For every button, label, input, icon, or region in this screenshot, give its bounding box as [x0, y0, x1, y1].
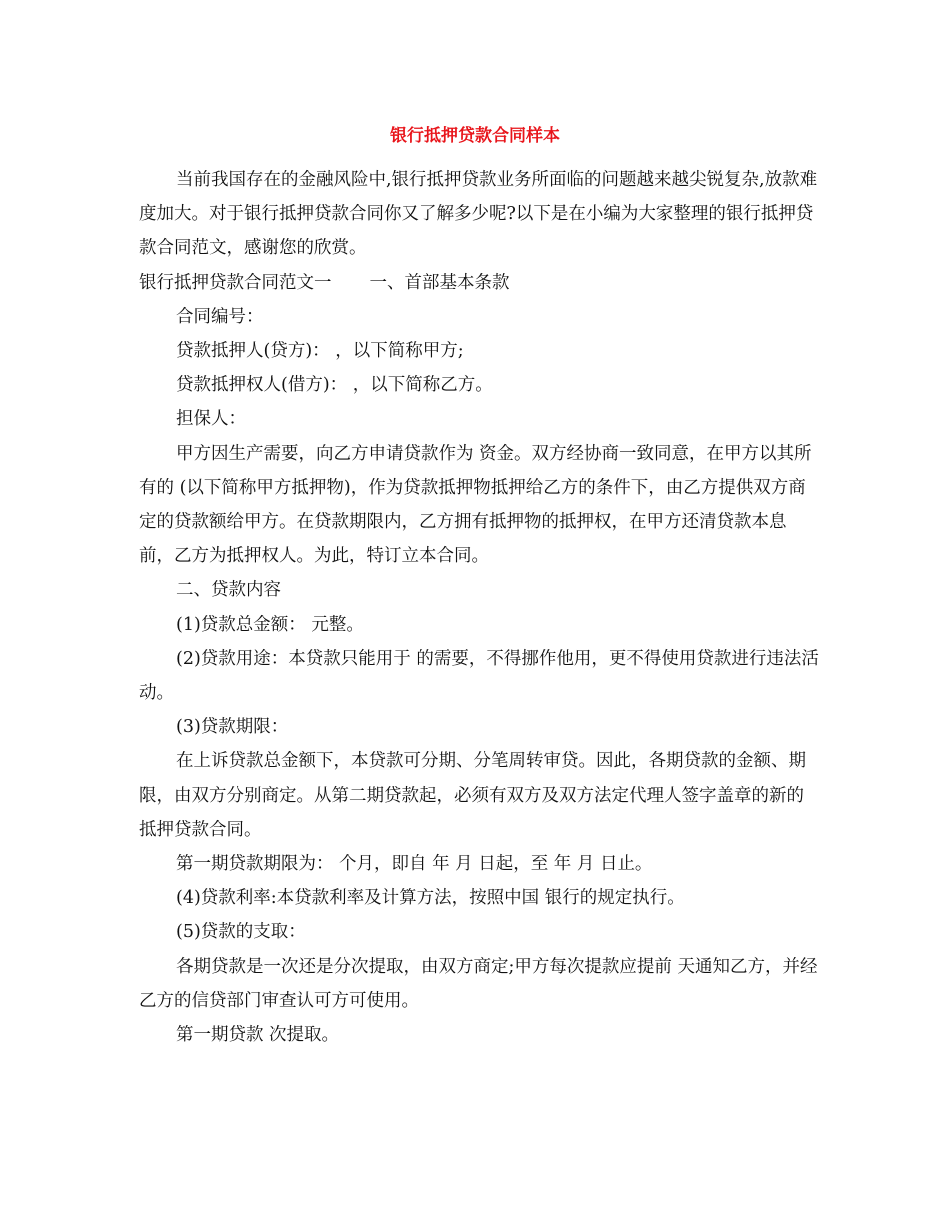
first-period-line: 第一期贷款期限为： 个月，即自 年 月 日起，至 年 月 日止。: [176, 854, 653, 875]
loan-term-paragraph: 在上诉贷款总金额下，本贷款可分期、分笔周转审贷。因此，各期贷款的金额、期限，由双方分别商定。从第二期贷款起，必须有双方及双方法定代理人签字盖章的新的抵押贷款合同。: [139, 751, 806, 840]
loan-use-paragraph: (2)贷款用途：本贷款只能用于 的需要，不得挪作他用，更不得使用贷款进行违法活动。: [139, 648, 819, 704]
document-title: 银行抵押贷款合同样本: [390, 126, 560, 146]
first-withdrawal-line: 第一期贷款 次提取。: [176, 1025, 340, 1046]
purpose-paragraph: 甲方因生产需要，向乙方申请贷款作为 资金。双方经协商一致同意，在甲方以其所有的 (以下简称甲方抵押物)，作为贷款抵押物抵押给乙方的条件下，由乙方提供双方商定的贷款额给甲方。在贷款期限内，乙方拥有抵押物的抵押权，在甲方还清贷款本息前，乙方为抵押权人。为此，特订立本合同。: [139, 443, 812, 567]
section-two-heading: 二、贷款内容: [176, 580, 281, 601]
mortgagee-line: 贷款抵押权人(借方)： ，以下简称乙方。: [176, 375, 493, 396]
withdrawal-paragraph: 各期贷款是一次还是分次提取，由双方商定;甲方每次提款应提前 天通知乙方，并经乙方的信贷部门审查认可方可使用。: [139, 956, 818, 1011]
guarantor-line: 担保人：: [176, 409, 246, 430]
section-one-heading: 一、首部基本条款: [369, 272, 510, 293]
interest-rate-line: (4)贷款利率:本贷款利率及计算方法，按照中国 银行的规定执行。: [176, 888, 685, 909]
loan-term-heading: (3)贷款期限：: [176, 717, 289, 738]
document-body: [139, 163, 819, 1052]
loan-amount-line: (1)贷款总金额： 元整。: [176, 614, 364, 635]
sample-heading: 银行抵押贷款合同范文一: [139, 272, 332, 293]
mortgagor-line: 贷款抵押人(贷方)： ，以下简称甲方;: [176, 341, 464, 362]
intro-paragraph: 当前我国存在的金融风险中,银行抵押贷款业务所面临的问题越来越尖锐复杂,放款难度加大。对于银行抵押贷款合同你又了解多少呢?以下是在小编为大家整理的银行抵押贷款合同范文，感谢您的欣赏。: [139, 170, 818, 259]
withdrawal-heading: (5)贷款的支取：: [176, 922, 306, 943]
section-heading-line: [139, 266, 819, 300]
contract-number-line: 合同编号：: [176, 306, 264, 327]
